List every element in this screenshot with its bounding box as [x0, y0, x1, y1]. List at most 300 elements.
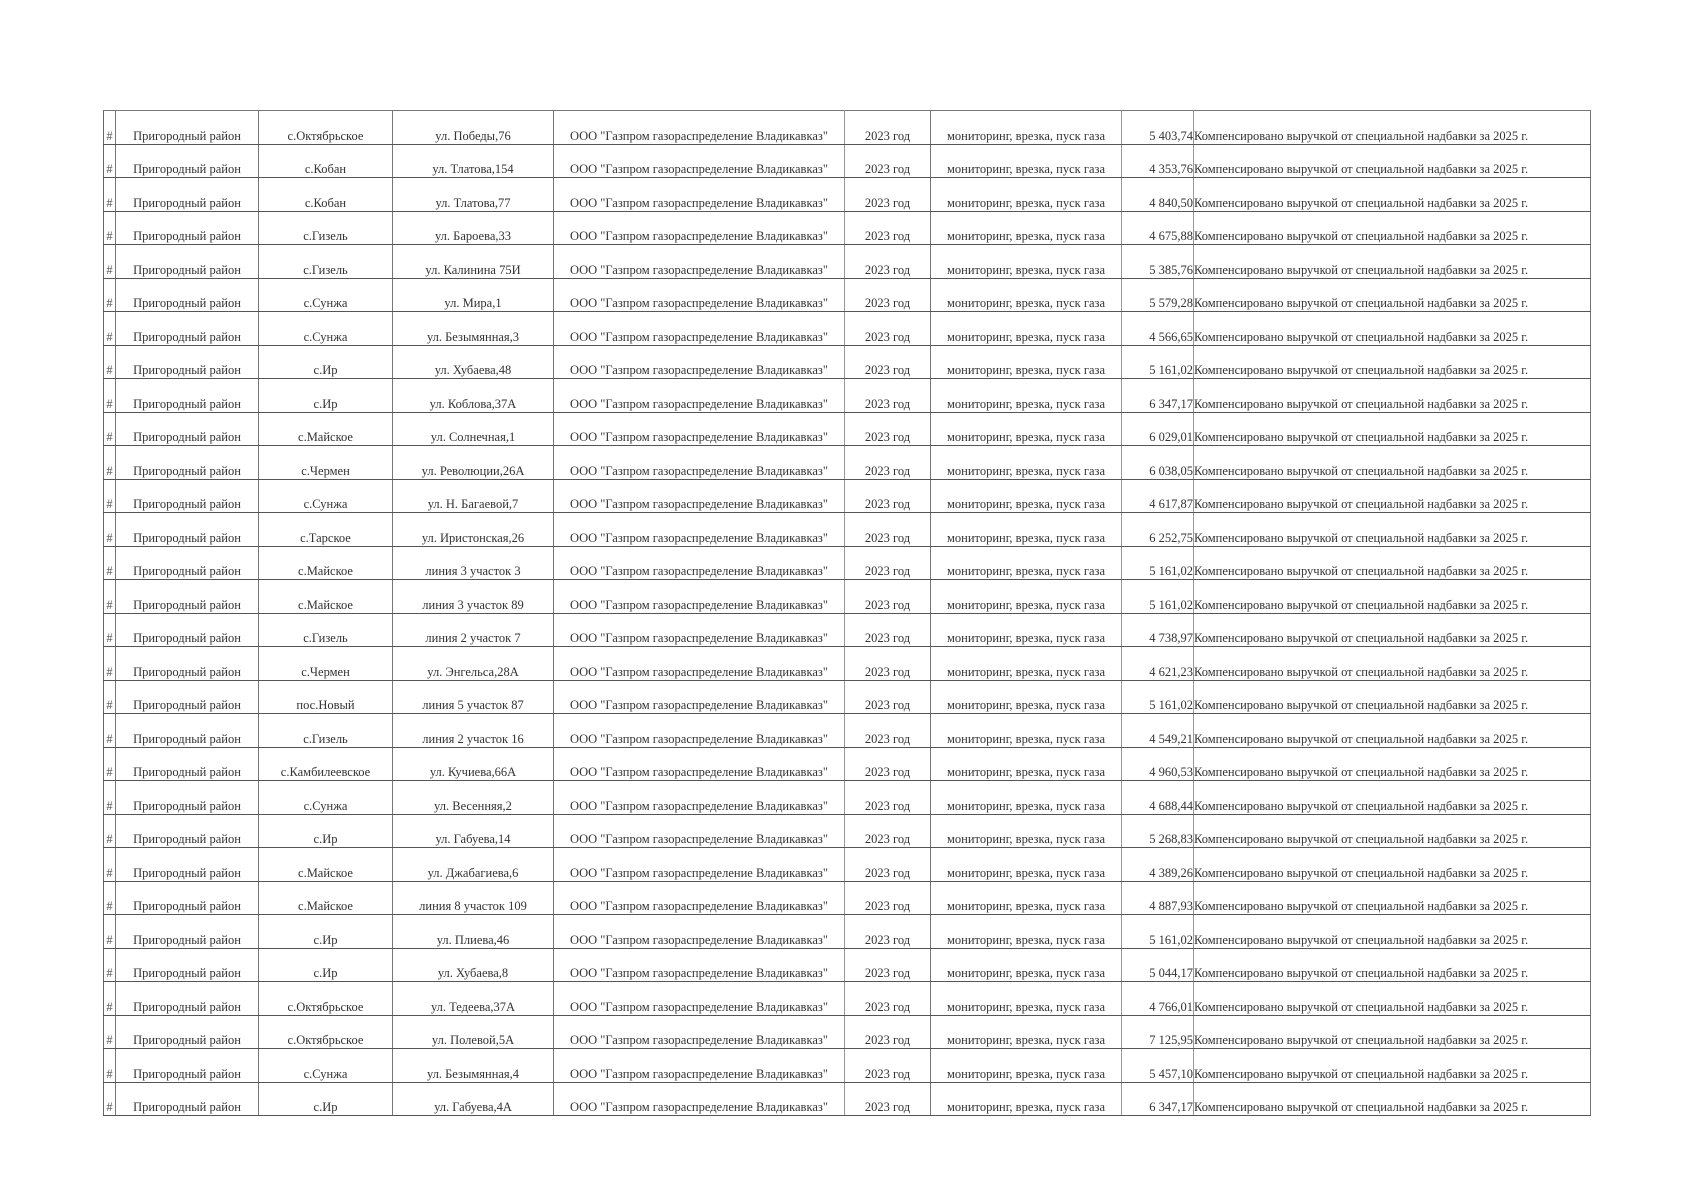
row-number-cell: #: [104, 948, 116, 982]
settlement-cell: с.Сунжа: [259, 781, 393, 815]
amount-cell: 4 566,65: [1122, 312, 1194, 346]
work-type-cell: мониторинг, врезка, пуск газа: [931, 446, 1122, 480]
settlement-cell: с.Кобан: [259, 144, 393, 178]
settlement-cell: с.Чермен: [259, 647, 393, 681]
year-cell: 2023 год: [845, 881, 931, 915]
organization-cell: ООО "Газпром газораспределение Владикавказ": [554, 881, 845, 915]
settlement-cell: с.Сунжа: [259, 479, 393, 513]
note-cell: Компенсировано выручкой от специальной надбавки за 2025 г.: [1194, 513, 1591, 547]
year-cell: 2023 год: [845, 781, 931, 815]
year-cell: 2023 год: [845, 345, 931, 379]
row-number-cell: #: [104, 278, 116, 312]
address-cell: линия 3 участок 89: [393, 580, 554, 614]
work-type-cell: мониторинг, врезка, пуск газа: [931, 546, 1122, 580]
work-type-cell: мониторинг, врезка, пуск газа: [931, 1015, 1122, 1049]
row-number-cell: #: [104, 1082, 116, 1116]
year-cell: 2023 год: [845, 1082, 931, 1116]
amount-cell: 6 252,75: [1122, 513, 1194, 547]
organization-cell: ООО "Газпром газораспределение Владикавказ": [554, 312, 845, 346]
organization-cell: ООО "Газпром газораспределение Владикавказ": [554, 1049, 845, 1083]
table-row: [104, 848, 1591, 882]
row-number-cell: #: [104, 1015, 116, 1049]
settlement-cell: с.Сунжа: [259, 1049, 393, 1083]
settlement-cell: с.Ир: [259, 345, 393, 379]
amount-cell: 5 579,28: [1122, 278, 1194, 312]
work-type-cell: мониторинг, врезка, пуск газа: [931, 714, 1122, 748]
district-cell: Пригородный район: [116, 446, 259, 480]
note-cell: Компенсировано выручкой от специальной надбавки за 2025 г.: [1194, 881, 1591, 915]
note-cell: Компенсировано выручкой от специальной надбавки за 2025 г.: [1194, 1015, 1591, 1049]
work-type-cell: мониторинг, врезка, пуск газа: [931, 982, 1122, 1016]
organization-cell: ООО "Газпром газораспределение Владикавказ": [554, 479, 845, 513]
table-row: [104, 613, 1591, 647]
work-type-cell: мониторинг, врезка, пуск газа: [931, 814, 1122, 848]
work-type-cell: мониторинг, врезка, пуск газа: [931, 613, 1122, 647]
row-number-cell: #: [104, 1049, 116, 1083]
table-row: [104, 1049, 1591, 1083]
organization-cell: ООО "Газпром газораспределение Владикавказ": [554, 211, 845, 245]
table-row: [104, 982, 1591, 1016]
work-type-cell: мониторинг, врезка, пуск газа: [931, 848, 1122, 882]
note-cell: Компенсировано выручкой от специальной надбавки за 2025 г.: [1194, 580, 1591, 614]
district-cell: Пригородный район: [116, 144, 259, 178]
note-cell: Компенсировано выручкой от специальной надбавки за 2025 г.: [1194, 345, 1591, 379]
row-number-cell: #: [104, 144, 116, 178]
organization-cell: ООО "Газпром газораспределение Владикавказ": [554, 412, 845, 446]
table-row: [104, 747, 1591, 781]
organization-cell: ООО "Газпром газораспределение Владикавказ": [554, 781, 845, 815]
year-cell: 2023 год: [845, 647, 931, 681]
address-cell: линия 2 участок 7: [393, 613, 554, 647]
address-cell: ул. Мира,1: [393, 278, 554, 312]
row-number-cell: #: [104, 479, 116, 513]
work-type-cell: мониторинг, врезка, пуск газа: [931, 1082, 1122, 1116]
year-cell: 2023 год: [845, 211, 931, 245]
settlement-cell: с.Майское: [259, 546, 393, 580]
organization-cell: ООО "Газпром газораспределение Владикавказ": [554, 915, 845, 949]
amount-cell: 4 617,87: [1122, 479, 1194, 513]
settlement-cell: с.Гизель: [259, 613, 393, 647]
table-row: [104, 948, 1591, 982]
note-cell: Компенсировано выручкой от специальной надбавки за 2025 г.: [1194, 479, 1591, 513]
row-number-cell: #: [104, 513, 116, 547]
table-row: [104, 814, 1591, 848]
amount-cell: 7 125,95: [1122, 1015, 1194, 1049]
row-number-cell: #: [104, 379, 116, 413]
organization-cell: ООО "Газпром газораспределение Владикавказ": [554, 245, 845, 279]
organization-cell: ООО "Газпром газораспределение Владикавказ": [554, 446, 845, 480]
work-type-cell: мониторинг, врезка, пуск газа: [931, 412, 1122, 446]
row-number-cell: #: [104, 781, 116, 815]
year-cell: 2023 год: [845, 178, 931, 212]
organization-cell: ООО "Газпром газораспределение Владикавказ": [554, 178, 845, 212]
district-cell: Пригородный район: [116, 546, 259, 580]
settlement-cell: с.Октябрьское: [259, 111, 393, 145]
organization-cell: ООО "Газпром газораспределение Владикавказ": [554, 814, 845, 848]
year-cell: 2023 год: [845, 446, 931, 480]
address-cell: ул. Солнечная,1: [393, 412, 554, 446]
amount-cell: 5 161,02: [1122, 546, 1194, 580]
table-row: [104, 144, 1591, 178]
work-type-cell: мониторинг, врезка, пуск газа: [931, 345, 1122, 379]
year-cell: 2023 год: [845, 245, 931, 279]
address-cell: ул. Габуева,4А: [393, 1082, 554, 1116]
row-number-cell: #: [104, 881, 116, 915]
amount-cell: 4 766,01: [1122, 982, 1194, 1016]
settlement-cell: с.Ир: [259, 814, 393, 848]
note-cell: Компенсировано выручкой от специальной надбавки за 2025 г.: [1194, 747, 1591, 781]
year-cell: 2023 год: [845, 546, 931, 580]
note-cell: Компенсировано выручкой от специальной надбавки за 2025 г.: [1194, 1049, 1591, 1083]
note-cell: Компенсировано выручкой от специальной надбавки за 2025 г.: [1194, 446, 1591, 480]
note-cell: Компенсировано выручкой от специальной надбавки за 2025 г.: [1194, 915, 1591, 949]
table-row: [104, 278, 1591, 312]
note-cell: Компенсировано выручкой от специальной надбавки за 2025 г.: [1194, 111, 1591, 145]
table-body: [104, 111, 1591, 1116]
year-cell: 2023 год: [845, 513, 931, 547]
settlement-cell: с.Сунжа: [259, 312, 393, 346]
address-cell: ул. Тлатова,154: [393, 144, 554, 178]
amount-cell: 5 161,02: [1122, 345, 1194, 379]
amount-cell: 4 675,88: [1122, 211, 1194, 245]
amount-cell: 5 385,76: [1122, 245, 1194, 279]
row-number-cell: #: [104, 680, 116, 714]
year-cell: 2023 год: [845, 312, 931, 346]
district-cell: Пригородный район: [116, 1049, 259, 1083]
amount-cell: 4 389,26: [1122, 848, 1194, 882]
address-cell: линия 3 участок 3: [393, 546, 554, 580]
work-type-cell: мониторинг, врезка, пуск газа: [931, 948, 1122, 982]
amount-cell: 6 038,05: [1122, 446, 1194, 480]
document-sheet: [103, 110, 1590, 1116]
amount-cell: 4 887,93: [1122, 881, 1194, 915]
row-number-cell: #: [104, 747, 116, 781]
table-row: [104, 379, 1591, 413]
organization-cell: ООО "Газпром газораспределение Владикавказ": [554, 144, 845, 178]
organization-cell: ООО "Газпром газораспределение Владикавказ": [554, 747, 845, 781]
organization-cell: ООО "Газпром газораспределение Владикавказ": [554, 714, 845, 748]
address-cell: ул. Революции,26А: [393, 446, 554, 480]
district-cell: Пригородный район: [116, 881, 259, 915]
district-cell: Пригородный район: [116, 412, 259, 446]
district-cell: Пригородный район: [116, 278, 259, 312]
note-cell: Компенсировано выручкой от специальной надбавки за 2025 г.: [1194, 379, 1591, 413]
amount-cell: 6 347,17: [1122, 379, 1194, 413]
amount-cell: 5 268,83: [1122, 814, 1194, 848]
note-cell: Компенсировано выручкой от специальной надбавки за 2025 г.: [1194, 278, 1591, 312]
row-number-cell: #: [104, 848, 116, 882]
note-cell: Компенсировано выручкой от специальной надбавки за 2025 г.: [1194, 680, 1591, 714]
year-cell: 2023 год: [845, 848, 931, 882]
amount-cell: 4 960,53: [1122, 747, 1194, 781]
district-cell: Пригородный район: [116, 580, 259, 614]
table-row: [104, 211, 1591, 245]
row-number-cell: #: [104, 111, 116, 145]
note-cell: Компенсировано выручкой от специальной надбавки за 2025 г.: [1194, 1082, 1591, 1116]
row-number-cell: #: [104, 312, 116, 346]
settlement-cell: с.Ир: [259, 1082, 393, 1116]
amount-cell: 4 688,44: [1122, 781, 1194, 815]
settlement-cell: с.Чермен: [259, 446, 393, 480]
amount-cell: 5 161,02: [1122, 915, 1194, 949]
address-cell: ул. Энгельса,28А: [393, 647, 554, 681]
note-cell: Компенсировано выручкой от специальной надбавки за 2025 г.: [1194, 948, 1591, 982]
settlement-cell: с.Тарское: [259, 513, 393, 547]
work-type-cell: мониторинг, врезка, пуск газа: [931, 747, 1122, 781]
district-cell: Пригородный район: [116, 680, 259, 714]
amount-cell: 5 044,17: [1122, 948, 1194, 982]
year-cell: 2023 год: [845, 613, 931, 647]
address-cell: ул. Коблова,37А: [393, 379, 554, 413]
table-row: [104, 178, 1591, 212]
settlement-cell: с.Майское: [259, 412, 393, 446]
organization-cell: ООО "Газпром газораспределение Владикавказ": [554, 680, 845, 714]
organization-cell: ООО "Газпром газораспределение Владикавказ": [554, 948, 845, 982]
amount-cell: 6 347,17: [1122, 1082, 1194, 1116]
row-number-cell: #: [104, 178, 116, 212]
address-cell: ул. Бароева,33: [393, 211, 554, 245]
row-number-cell: #: [104, 982, 116, 1016]
district-cell: Пригородный район: [116, 111, 259, 145]
work-type-cell: мониторинг, врезка, пуск газа: [931, 211, 1122, 245]
amount-cell: 5 161,02: [1122, 680, 1194, 714]
table-row: [104, 412, 1591, 446]
work-type-cell: мониторинг, врезка, пуск газа: [931, 881, 1122, 915]
district-cell: Пригородный район: [116, 379, 259, 413]
district-cell: Пригородный район: [116, 747, 259, 781]
settlement-cell: с.Гизель: [259, 714, 393, 748]
organization-cell: ООО "Газпром газораспределение Владикавказ": [554, 111, 845, 145]
year-cell: 2023 год: [845, 714, 931, 748]
organization-cell: ООО "Газпром газораспределение Владикавказ": [554, 1082, 845, 1116]
district-cell: Пригородный район: [116, 647, 259, 681]
settlement-cell: с.Октябрьское: [259, 1015, 393, 1049]
year-cell: 2023 год: [845, 111, 931, 145]
work-type-cell: мониторинг, врезка, пуск газа: [931, 781, 1122, 815]
settlement-cell: с.Майское: [259, 848, 393, 882]
amount-cell: 4 621,23: [1122, 647, 1194, 681]
note-cell: Компенсировано выручкой от специальной надбавки за 2025 г.: [1194, 546, 1591, 580]
year-cell: 2023 год: [845, 1049, 931, 1083]
district-cell: Пригородный район: [116, 948, 259, 982]
address-cell: ул. Победы,76: [393, 111, 554, 145]
year-cell: 2023 год: [845, 580, 931, 614]
note-cell: Компенсировано выручкой от специальной надбавки за 2025 г.: [1194, 647, 1591, 681]
district-cell: Пригородный район: [116, 613, 259, 647]
settlement-cell: с.Ир: [259, 379, 393, 413]
settlement-cell: с.Сунжа: [259, 278, 393, 312]
table-row: [104, 245, 1591, 279]
settlement-cell: с.Камбилеевское: [259, 747, 393, 781]
amount-cell: 4 840,50: [1122, 178, 1194, 212]
table-row: [104, 580, 1591, 614]
note-cell: Компенсировано выручкой от специальной надбавки за 2025 г.: [1194, 814, 1591, 848]
address-cell: ул. Джабагиева,6: [393, 848, 554, 882]
organization-cell: ООО "Газпром газораспределение Владикавказ": [554, 278, 845, 312]
address-cell: ул. Калинина 75И: [393, 245, 554, 279]
year-cell: 2023 год: [845, 814, 931, 848]
work-type-cell: мониторинг, врезка, пуск газа: [931, 580, 1122, 614]
note-cell: Компенсировано выручкой от специальной надбавки за 2025 г.: [1194, 144, 1591, 178]
settlement-cell: с.Ир: [259, 948, 393, 982]
settlement-cell: с.Гизель: [259, 245, 393, 279]
amount-cell: 5 161,02: [1122, 580, 1194, 614]
district-cell: Пригородный район: [116, 1082, 259, 1116]
address-cell: ул. Н. Багаевой,7: [393, 479, 554, 513]
address-cell: ул. Весенняя,2: [393, 781, 554, 815]
year-cell: 2023 год: [845, 144, 931, 178]
organization-cell: ООО "Газпром газораспределение Владикавказ": [554, 613, 845, 647]
year-cell: 2023 год: [845, 680, 931, 714]
settlement-cell: с.Октябрьское: [259, 982, 393, 1016]
year-cell: 2023 год: [845, 379, 931, 413]
district-cell: Пригородный район: [116, 714, 259, 748]
row-number-cell: #: [104, 814, 116, 848]
note-cell: Компенсировано выручкой от специальной надбавки за 2025 г.: [1194, 613, 1591, 647]
settlement-cell: с.Майское: [259, 881, 393, 915]
amount-cell: 4 353,76: [1122, 144, 1194, 178]
table-row: [104, 680, 1591, 714]
address-cell: ул. Полевой,5А: [393, 1015, 554, 1049]
work-type-cell: мониторинг, врезка, пуск газа: [931, 111, 1122, 145]
address-cell: линия 2 участок 16: [393, 714, 554, 748]
work-type-cell: мониторинг, врезка, пуск газа: [931, 915, 1122, 949]
work-type-cell: мониторинг, врезка, пуск газа: [931, 479, 1122, 513]
work-type-cell: мониторинг, врезка, пуск газа: [931, 245, 1122, 279]
table-row: [104, 915, 1591, 949]
row-number-cell: #: [104, 647, 116, 681]
settlement-cell: с.Кобан: [259, 178, 393, 212]
address-cell: ул. Плиева,46: [393, 915, 554, 949]
work-type-cell: мониторинг, врезка, пуск газа: [931, 513, 1122, 547]
table-row: [104, 546, 1591, 580]
work-type-cell: мониторинг, врезка, пуск газа: [931, 312, 1122, 346]
amount-cell: 6 029,01: [1122, 412, 1194, 446]
year-cell: 2023 год: [845, 948, 931, 982]
row-number-cell: #: [104, 446, 116, 480]
amount-cell: 5 457,10: [1122, 1049, 1194, 1083]
address-cell: ул. Хубаева,8: [393, 948, 554, 982]
row-number-cell: #: [104, 412, 116, 446]
note-cell: Компенсировано выручкой от специальной надбавки за 2025 г.: [1194, 982, 1591, 1016]
table-row: [104, 345, 1591, 379]
row-number-cell: #: [104, 345, 116, 379]
district-cell: Пригородный район: [116, 781, 259, 815]
amount-cell: 4 549,21: [1122, 714, 1194, 748]
organization-cell: ООО "Газпром газораспределение Владикавказ": [554, 580, 845, 614]
settlement-cell: с.Гизель: [259, 211, 393, 245]
organization-cell: ООО "Газпром газораспределение Владикавказ": [554, 546, 845, 580]
address-cell: ул. Тедеева,37А: [393, 982, 554, 1016]
settlement-cell: с.Майское: [259, 580, 393, 614]
amount-cell: 5 403,74: [1122, 111, 1194, 145]
district-cell: Пригородный район: [116, 814, 259, 848]
table-row: [104, 1082, 1591, 1116]
note-cell: Компенсировано выручкой от специальной надбавки за 2025 г.: [1194, 178, 1591, 212]
table-row: [104, 1015, 1591, 1049]
work-type-cell: мониторинг, врезка, пуск газа: [931, 178, 1122, 212]
district-cell: Пригородный район: [116, 915, 259, 949]
note-cell: Компенсировано выручкой от специальной надбавки за 2025 г.: [1194, 848, 1591, 882]
district-cell: Пригородный район: [116, 848, 259, 882]
year-cell: 2023 год: [845, 982, 931, 1016]
address-cell: ул. Тлатова,77: [393, 178, 554, 212]
district-cell: Пригородный район: [116, 178, 259, 212]
note-cell: Компенсировано выручкой от специальной надбавки за 2025 г.: [1194, 714, 1591, 748]
district-cell: Пригородный район: [116, 513, 259, 547]
note-cell: Компенсировано выручкой от специальной надбавки за 2025 г.: [1194, 312, 1591, 346]
address-cell: ул. Иристонская,26: [393, 513, 554, 547]
work-type-cell: мониторинг, врезка, пуск газа: [931, 1049, 1122, 1083]
row-number-cell: #: [104, 714, 116, 748]
organization-cell: ООО "Газпром газораспределение Владикавказ": [554, 513, 845, 547]
address-cell: ул. Хубаева,48: [393, 345, 554, 379]
organization-cell: ООО "Газпром газораспределение Владикавказ": [554, 1015, 845, 1049]
work-type-cell: мониторинг, врезка, пуск газа: [931, 278, 1122, 312]
table-row: [104, 312, 1591, 346]
address-cell: ул. Габуева,14: [393, 814, 554, 848]
district-cell: Пригородный район: [116, 312, 259, 346]
note-cell: Компенсировано выручкой от специальной надбавки за 2025 г.: [1194, 781, 1591, 815]
work-type-cell: мониторинг, врезка, пуск газа: [931, 647, 1122, 681]
work-type-cell: мониторинг, врезка, пуск газа: [931, 379, 1122, 413]
amount-cell: 4 738,97: [1122, 613, 1194, 647]
year-cell: 2023 год: [845, 1015, 931, 1049]
note-cell: Компенсировано выручкой от специальной надбавки за 2025 г.: [1194, 245, 1591, 279]
address-cell: ул. Безымянная,3: [393, 312, 554, 346]
year-cell: 2023 год: [845, 747, 931, 781]
address-cell: ул. Безымянная,4: [393, 1049, 554, 1083]
gasification-table: [103, 110, 1591, 1116]
table-row: [104, 446, 1591, 480]
table-row: [104, 881, 1591, 915]
year-cell: 2023 год: [845, 479, 931, 513]
work-type-cell: мониторинг, врезка, пуск газа: [931, 144, 1122, 178]
settlement-cell: с.Ир: [259, 915, 393, 949]
address-cell: линия 8 участок 109: [393, 881, 554, 915]
table-row: [104, 513, 1591, 547]
table-row: [104, 479, 1591, 513]
district-cell: Пригородный район: [116, 479, 259, 513]
row-number-cell: #: [104, 613, 116, 647]
district-cell: Пригородный район: [116, 211, 259, 245]
year-cell: 2023 год: [845, 278, 931, 312]
row-number-cell: #: [104, 580, 116, 614]
note-cell: Компенсировано выручкой от специальной надбавки за 2025 г.: [1194, 412, 1591, 446]
district-cell: Пригородный район: [116, 245, 259, 279]
organization-cell: ООО "Газпром газораспределение Владикавказ": [554, 379, 845, 413]
year-cell: 2023 год: [845, 915, 931, 949]
district-cell: Пригородный район: [116, 982, 259, 1016]
work-type-cell: мониторинг, врезка, пуск газа: [931, 680, 1122, 714]
organization-cell: ООО "Газпром газораспределение Владикавказ": [554, 345, 845, 379]
address-cell: ул. Кучиева,66А: [393, 747, 554, 781]
table-row: [104, 111, 1591, 145]
note-cell: Компенсировано выручкой от специальной надбавки за 2025 г.: [1194, 211, 1591, 245]
table-row: [104, 647, 1591, 681]
district-cell: Пригородный район: [116, 1015, 259, 1049]
district-cell: Пригородный район: [116, 345, 259, 379]
row-number-cell: #: [104, 915, 116, 949]
table-row: [104, 714, 1591, 748]
organization-cell: ООО "Газпром газораспределение Владикавказ": [554, 982, 845, 1016]
row-number-cell: #: [104, 245, 116, 279]
year-cell: 2023 год: [845, 412, 931, 446]
organization-cell: ООО "Газпром газораспределение Владикавказ": [554, 647, 845, 681]
table-row: [104, 781, 1591, 815]
address-cell: линия 5 участок 87: [393, 680, 554, 714]
organization-cell: ООО "Газпром газораспределение Владикавказ": [554, 848, 845, 882]
